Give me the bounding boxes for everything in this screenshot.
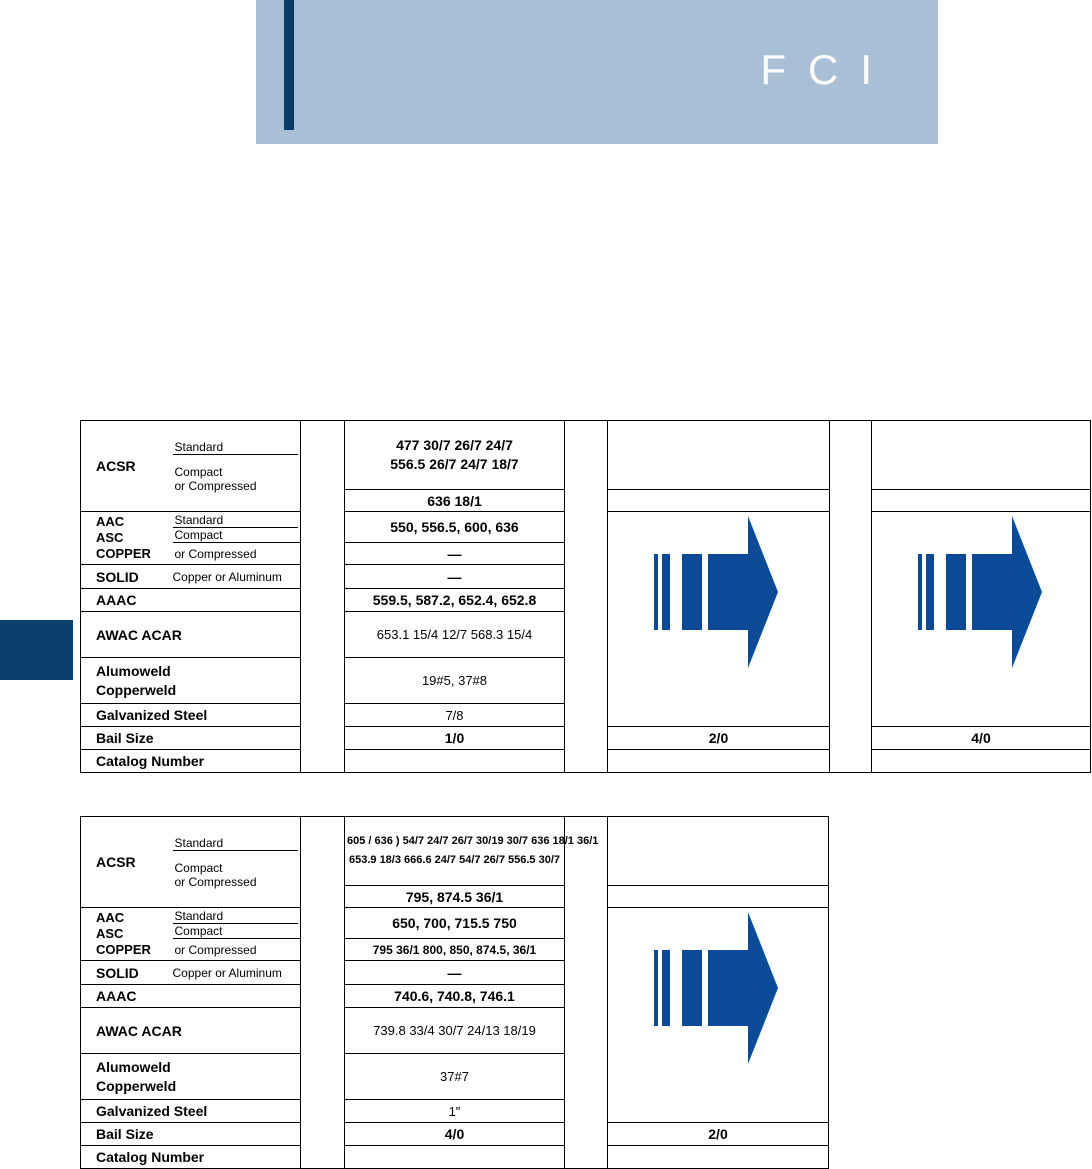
acsr-standard-values: 477 30/7 26/7 24/7 556.5 26/7 24/7 18/7 bbox=[345, 421, 565, 490]
or-compressed-label: or Compressed bbox=[174, 874, 257, 889]
bail-size-label: Bail Size bbox=[81, 727, 301, 750]
awac-acar-label: AWAC ACAR bbox=[81, 612, 301, 658]
alumoweld-label: Alumoweld bbox=[96, 662, 171, 679]
alumoweld-value: 37#7 bbox=[345, 1054, 565, 1100]
aac-label: AAC bbox=[96, 514, 125, 529]
solid-label: SOLID bbox=[81, 565, 173, 589]
copper-or-aluminum-label: Copper or Aluminum bbox=[173, 961, 301, 985]
awac-acar-value: 653.1 15/4 12/7 568.3 15/4 bbox=[345, 612, 565, 658]
copper-label: COPPER bbox=[96, 942, 151, 957]
aaac-label: AAAC bbox=[81, 589, 301, 612]
copperweld-label: Copperweld bbox=[96, 681, 177, 698]
solid-value: — bbox=[345, 565, 565, 589]
aac-standard-value: 650, 700, 715.5 750 bbox=[345, 908, 565, 939]
solid-label: SOLID bbox=[81, 961, 173, 985]
compact-label: Compact bbox=[174, 860, 223, 875]
bail-size-value: 2/0 bbox=[608, 727, 830, 750]
galvanized-steel-value: 1" bbox=[345, 1100, 565, 1123]
copperweld-label: Copperweld bbox=[96, 1077, 177, 1094]
bail-size-label: Bail Size bbox=[81, 1123, 301, 1146]
asc-label: ASC bbox=[96, 530, 124, 545]
or-compressed-label: or Compressed bbox=[174, 546, 257, 561]
bail-size-value: 1/0 bbox=[345, 727, 565, 750]
acsr-label: ACSR bbox=[81, 817, 173, 908]
header-accent-bar bbox=[284, 0, 294, 130]
spacer-col bbox=[301, 421, 345, 773]
alumoweld-value: 19#5, 37#8 bbox=[345, 658, 565, 704]
compact-label: Compact bbox=[174, 923, 223, 938]
spec-table-1 bbox=[80, 420, 1091, 773]
solid-value: — bbox=[345, 961, 565, 985]
asc-label: ASC bbox=[96, 926, 124, 941]
aaac-label: AAAC bbox=[81, 985, 301, 1008]
standard-label: Standard bbox=[173, 909, 298, 924]
catalog-number-value bbox=[345, 750, 565, 773]
acsr-compact-value: 795, 874.5 36/1 bbox=[345, 886, 565, 908]
galvanized-steel-label: Galvanized Steel bbox=[81, 704, 301, 727]
spacer-col bbox=[301, 817, 345, 1169]
compact-label: Compact bbox=[174, 464, 223, 479]
aac-compact-value: — bbox=[345, 543, 565, 565]
galvanized-steel-label: Galvanized Steel bbox=[81, 1100, 301, 1123]
forward-arrow-icon bbox=[652, 516, 778, 676]
copper-or-aluminum-label: Copper or Aluminum bbox=[173, 565, 301, 589]
standard-label: Standard bbox=[173, 836, 298, 851]
galvanized-steel-value: 7/8 bbox=[345, 704, 565, 727]
aac-standard-value: 550, 556.5, 600, 636 bbox=[345, 512, 565, 543]
standard-label: Standard bbox=[173, 513, 298, 528]
copper-label: COPPER bbox=[96, 546, 151, 561]
alumoweld-label: Alumoweld bbox=[96, 1058, 171, 1075]
arrow-cell bbox=[608, 512, 830, 727]
forward-arrow-icon bbox=[916, 516, 1042, 676]
awac-acar-label: AWAC ACAR bbox=[81, 1008, 301, 1054]
or-compressed-label: or Compressed bbox=[174, 478, 257, 493]
bail-size-value: 4/0 bbox=[345, 1123, 565, 1146]
aac-label: AAC bbox=[96, 910, 125, 925]
awac-acar-value: 739.8 33/4 30/7 24/13 18/19 bbox=[345, 1008, 565, 1054]
fci-logo: FCI bbox=[760, 46, 894, 93]
compact-label: Compact bbox=[174, 527, 223, 542]
catalog-number-label: Catalog Number bbox=[81, 750, 301, 773]
acsr-standard-values: 605 / 636 ) 54/7 24/7 26/7 30/19 30/7 636 18/1 36/1 653.9 18/3 666.6 24/7 54/7 26/7 556.5 30/7 bbox=[345, 817, 565, 886]
bail-size-value: 2/0 bbox=[608, 1123, 829, 1146]
arrow-cell bbox=[608, 908, 829, 1123]
catalog-number-value bbox=[345, 1146, 565, 1169]
spec-table-2 bbox=[80, 816, 829, 1169]
catalog-number-label: Catalog Number bbox=[81, 1146, 301, 1169]
aac-compact-value: 795 36/1 800, 850, 874.5, 36/1 bbox=[345, 939, 565, 961]
aaac-value: 559.5, 587.2, 652.4, 652.8 bbox=[345, 589, 565, 612]
or-compressed-label: or Compressed bbox=[174, 942, 257, 957]
header-band bbox=[256, 0, 938, 144]
bail-size-value: 4/0 bbox=[872, 727, 1091, 750]
section-tab bbox=[0, 620, 73, 680]
acsr-compact-value: 636 18/1 bbox=[345, 490, 565, 512]
forward-arrow-icon bbox=[652, 912, 778, 1072]
aaac-value: 740.6, 740.8, 746.1 bbox=[345, 985, 565, 1008]
arrow-cell bbox=[872, 512, 1091, 727]
acsr-label: ACSR bbox=[81, 421, 173, 512]
standard-label: Standard bbox=[173, 440, 298, 455]
